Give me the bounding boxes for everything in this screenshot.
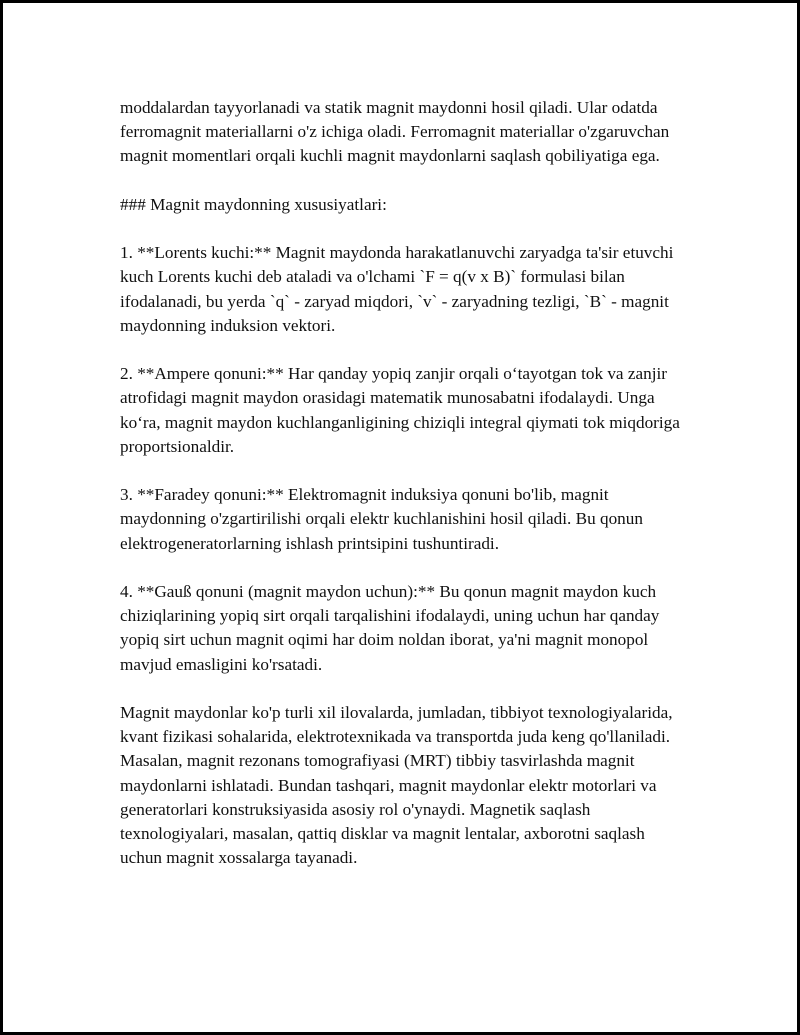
- list-item-gauss: 4. **Gauß qonuni (magnit maydon uchun):** Bu qonun magnit maydon kuch chiziqlarining yopiq sirt orqali tarqalishini ifodalaydi, uning uchun har qanday yopiq sirt uchun magnit oqimi har doim noldan iborat, ya'ni magnit monopol mavjud emasligini ko'rsatadi.: [120, 581, 660, 674]
- document-body: [120, 96, 690, 870]
- intro-paragraph: moddalardan tayyorlanadi va statik magnit maydonni hosil qiladi. Ular odatda ferromagnit materiallarni o'z ichiga oladi. Ferromagnit materiallar o'zgaruvchan magnit momentlari orqali kuchli magnit maydonlarni saqlash qobiliyatiga ega.: [120, 98, 670, 166]
- section-heading: ### Magnit maydonning xususiyatlari:: [120, 194, 387, 214]
- applications-paragraph: Magnit maydonlar ko'p turli xil ilovalarda, jumladan, tibbiyot texnologiyalarida, kvant fizikasi sohalarida, elektrotexnikada va transportda juda keng qo'llaniladi. Masalan, magnit rezonans tomografiyasi (MRT) tibbiy tasvirlashda magnit maydonlarni ishlatadi. Bundan tashqari, magnit maydonlar elektr motorlari va generatorlari konstruksiyasida asosiy rol o'ynaydi. Magnetik saqlash texnologiyalari, masalan, qattiq disklar va magnit lentalar, axborotni saqlash uchun magnit xossalarga tayanadi.: [120, 702, 673, 868]
- list-item-ampere: 2. **Ampere qonuni:** Har qanday yopiq zanjir orqali o‘tayotgan tok va zanjir atrofidagi magnit maydon orasidagi matematik munosabatni ifodalaydi. Unga ko‘ra, magnit maydon kuchlanganligining chiziqli integral qiymati tok miqdoriga proportsionaldir.: [120, 364, 680, 456]
- list-item-faraday: 3. **Faradey qonuni:** Elektromagnit induksiya qonuni bo'lib, magnit maydonning o'zgartirilishi orqali elektr kuchlanishini hosil qiladi. Bu qonun elektrogeneratorlarning ishlash printsipini tushuntiradi.: [120, 485, 643, 553]
- list-item-lorentz: 1. **Lorents kuchi:** Magnit maydonda harakatlanuvchi zaryadga ta'sir etuvchi kuch Lorents kuchi deb ataladi va o'lchami `F = q(v x B)` formulasi bilan ifodalanadi, bu yerda `q` - zaryad miqdori, `v` - zaryadning tezligi, `B` - magnit maydonning induksion vektori.: [120, 243, 674, 335]
